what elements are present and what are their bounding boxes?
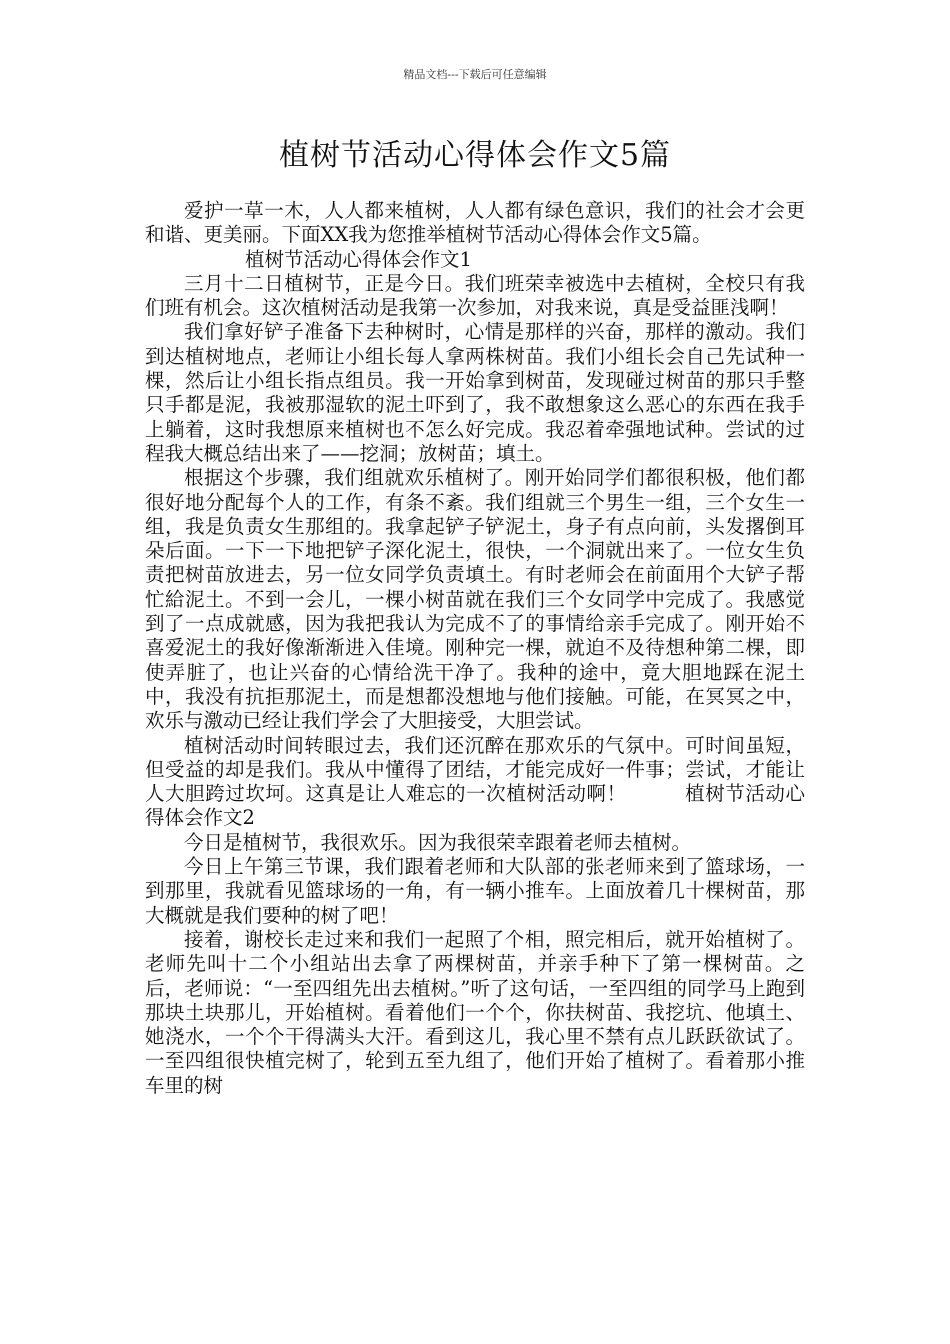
essay-2-paragraph-3: 接着，谢校长走过来和我们一起照了个相，照完相后，就开始植树了。老师先叫十二个小组站出去拿了两棵树苗，并亲手种下了第一棵树苗。之后，老师说：“一至四组先出去植树。”听了这句话，一至四组的同学马上跑到那块土块那儿，开始植树。看着他们一个个，你扶树苗、我挖坑、他填土、她浇水，一个个干得满头大汗。看到这儿，我心里不禁有点儿跃跃欲试了。一至四组很快植完树了，轮到五至九组了，他们开始了植树了。看着那小推车里的树 xyxy=(145,927,805,1097)
intro-paragraph: 爱护一草一木，人人都来植树，人人都有绿色意识，我们的社会才会更和谐、更美丽。下面XX我为您推举植树节活动心得体会作文5篇。 xyxy=(145,199,805,247)
essay-1-paragraph-4-text: 植树活动时间转眼过去，我们还沉醉在那欢乐的气氛中。可时间虽短，但受益的却是我们。我从中懂得了团结，才能完成好一件事；尝试，才能让人大胆跨过坎坷。这真是让人难忘的一次植树活动啊！ xyxy=(145,733,805,806)
essay-1-paragraph-2: 我们拿好铲子准备下去种树时，心情是那样的兴奋，那样的激动。我们到达植树地点，老师让小组长每人拿两株树苗。我们小组长会自己先试种一棵，然后让小组长指点组员。我一开始拿到树苗，发现碰过树苗的那只手整只手都是泥，我被那湿软的泥土吓到了，我不敢想象这么恶心的东西在我手上躺着，这时我想原来植树也不怎么好完成。我忍着牵强地试种。尝试的过程我大概总结出来了——挖洞；放树苗；填土。 xyxy=(145,320,805,465)
document-body xyxy=(145,199,805,1098)
page-header-note: 精品文档---下载后可任意编辑 xyxy=(403,68,547,81)
essay-1-paragraph-1: 三月十二日植树节，正是今日。我们班荣幸被选中去植树，全校只有我们班有机会。这次植树活动是我第一次参加，对我来说，真是受益匪浅啊！ xyxy=(145,271,805,320)
document-title: 植树节活动心得体会作文5篇 xyxy=(278,138,672,173)
essay-2-paragraph-1: 今日是植树节，我很欢乐。因为我很荣幸跟着老师去植树。 xyxy=(184,830,692,854)
essay-2-heading: 植树节活动心得体会作文2 xyxy=(145,782,805,830)
essay-2-paragraph-2: 今日上午第三节课，我们跟着老师和大队部的张老师来到了篮球场，一到那里，我就看见篮球场的一角，有一辆小推车。上面放着几十棵树苗，那大概就是我们要种的树了吧！ xyxy=(145,855,805,927)
essay-1-paragraph-3: 根据这个步骤，我们组就欢乐植树了。刚开始同学们都很积极，他们都很好地分配每个人的工作，有条不紊。我们组就三个男生一组，三个女生一组，我是负责女生那组的。我拿起铲子铲泥土，身子有点向前，头发撂倒耳朵后面。一下一下地把铲子深化泥土，很快，一个洞就出来了。一位女生负责把树苗放进去，另一位女同学负责填土。有时老师会在前面用个大铲子帮忙給泥土。不到一会儿，一棵小树苗就在我们三个女同学中完成了。我感觉到了一点成就感，因为我把我认为完成不了的事情给亲手完成了。刚开始不喜爱泥土的我好像渐渐进入佳境。刚种完一棵，就迫不及待想种第二棵，即使弄脏了，也让兴奋的心情给洗干净了。我种的途中，竟大胆地踩在泥土中，我没有抗拒那泥土，而是想都没想地与他们接触。可能，在冥冥之中，欢乐与激动已经让我们学会了大胆接受，大胆尝试。 xyxy=(145,466,805,733)
essay-1-heading: 植树节活动心得体会作文1 xyxy=(245,247,472,271)
essay-1-paragraph-4 xyxy=(145,734,805,831)
